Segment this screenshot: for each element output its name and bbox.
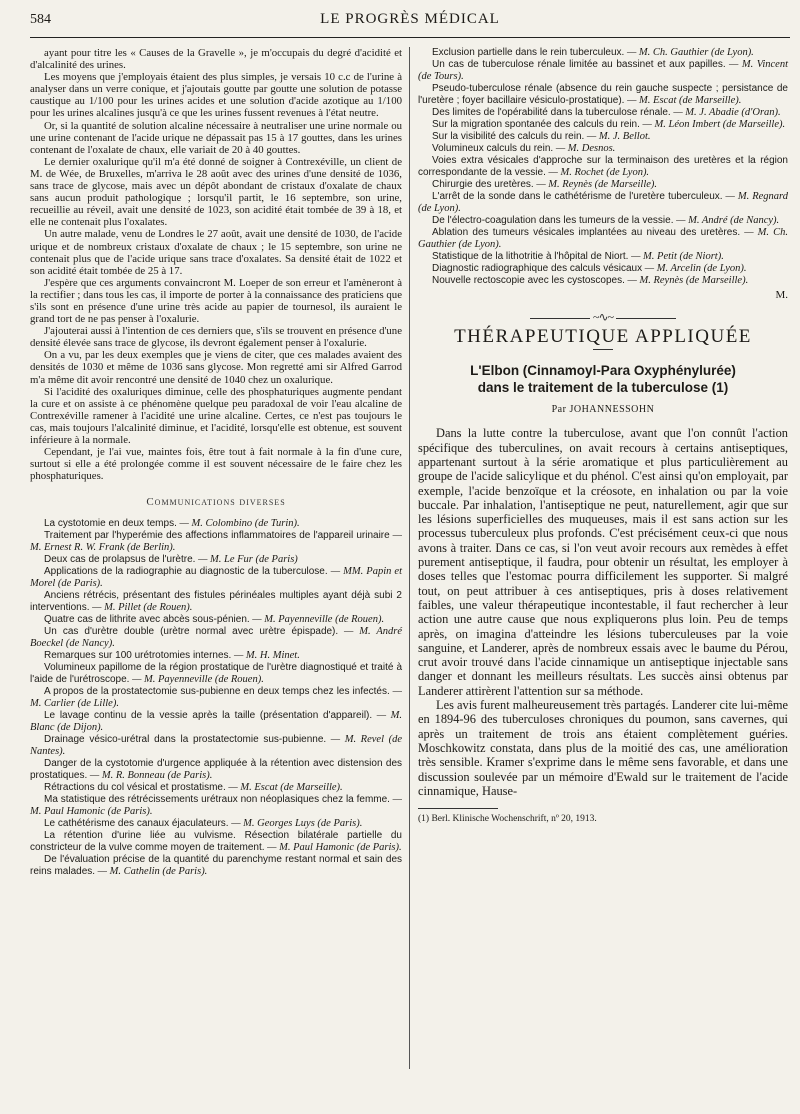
communication-author: — M. Escat (de Marseille).	[225, 782, 343, 794]
communication-author: — M. Blanc (de Dijon).	[30, 710, 402, 734]
communication-author: — M. Rochet (de Lyon).	[545, 167, 650, 178]
communication-author: — M. Colombino (de Turin).	[176, 518, 300, 530]
communication-entry	[418, 215, 788, 227]
section-heading: Communications diverses	[146, 496, 286, 509]
communication-author: — M. Revel (de Nantes).	[30, 734, 402, 758]
communication-title: Deux cas de prolapsus de l'urètre.	[44, 554, 196, 566]
communication-author: — M. Payenneville (de Rouen).	[129, 674, 264, 686]
communication-author: — M. Paul Hamonic (de Paris).	[264, 842, 402, 854]
communication-author: — M. Payenneville (de Rouen).	[249, 614, 385, 626]
communication-author: — M. Ch. Gauthier (de Lyon).	[624, 47, 754, 58]
communication-title: De l'électro-coagulation dans les tumeurs de la vessie.	[432, 215, 674, 226]
communication-entry	[30, 626, 402, 650]
communication-title: Chirurgie des uretères.	[432, 179, 534, 190]
communication-title: Volumineux calculs du rein.	[432, 143, 554, 154]
communication-title: Le cathétérisme des canaux éjaculateurs.	[44, 818, 229, 830]
paragraph: On a vu, par les deux exemples que je viens de citer, que ces malades avaient des densités de 1030 et même de 1036 sans glycose. Mon regretté ami sir Alfred Garrod m'a même dit avoir rencontré une densité de 1040 chez un oxalurique.	[30, 349, 402, 386]
communication-title: Un cas de tuberculose rénale limitée au bassinet et aux papilles.	[432, 59, 726, 70]
communication-author: — M. Le Fur (de Paris)	[195, 554, 298, 566]
separator-line-left	[530, 318, 590, 319]
communication-entry	[30, 686, 402, 710]
communication-title: Nouvelle rectoscopie avec les cystoscopes.	[432, 275, 625, 286]
page-number: 584	[30, 12, 51, 27]
communication-author: — M. André (de Nancy).	[673, 215, 780, 226]
communication-entry	[418, 143, 788, 155]
communication-entry	[418, 155, 788, 179]
communication-entry	[30, 782, 402, 794]
communication-title: Sur la visibilité des calculs du rein.	[432, 131, 585, 142]
communication-entry	[418, 179, 788, 191]
communication-author: — M. H. Minet.	[231, 650, 300, 662]
article-title-line-1: L'Elbon (Cinnamoyl-Para Oxyphénylurée)	[470, 363, 736, 379]
communication-author: — M. Georges Luys (de Paris).	[228, 818, 363, 830]
communication-title: Remarques sur 100 urétrotomies internes.	[44, 650, 232, 662]
communication-entry	[418, 251, 788, 263]
separator-ornament: ~∿~	[592, 310, 614, 325]
communication-entry	[418, 47, 788, 59]
communication-author: — M. Desnos.	[553, 143, 616, 154]
communication-title: A propos de la prostatectomie sus-pubienne en deux temps chez les infectés.	[44, 686, 390, 698]
left-paragraphs	[30, 47, 402, 482]
paragraph: Le dernier oxalurique qu'il m'a été donné de soigner à Contrexéville, un client de M. de Wée, de Bruxelles, m'arriva le 28 août avec des urines d'une densité de 1036, sans trace de glycose, mais avec un dépôt abondant de cristaux d'oxalate de chaux sans aucun produit pathologique ; lorsqu'il partit, le 16 septembre, son urine, recueillie au réveil, avait une densité de 1023, son acidité était tombée de 39 à 18, et elle ne contenait plus l'oxalates.	[30, 155, 402, 229]
communication-title: Danger de la cystotomie d'urgence appliquée à la rétention avec distension des prostatiques.	[30, 758, 402, 782]
communication-title: Le lavage continu de la vessie après la taille (présentation d'appareil).	[44, 710, 373, 722]
paragraph: Un autre malade, venu de Londres le 27 août, avait une densité de 1030, de l'acide urique et de nombreux cristaux d'oxalate de chaux ; le 15 septembre, son urine ne contenait plus que de l'acide urique sans trace d'oxalates. Sa densité était de 1022 et son acidité était tombée de 25 à 17.	[30, 228, 402, 277]
communication-author: — M. Reynès (de Marseille).	[624, 275, 749, 286]
communication-author: — M. J. Bellot.	[584, 131, 651, 142]
communication-author: — M. Petit (de Niort).	[628, 251, 724, 262]
communication-title: L'arrêt de la sonde dans le cathétérisme de l'uretère tuberculeux.	[432, 191, 723, 202]
communication-entry	[30, 590, 402, 614]
communication-entry	[418, 275, 788, 287]
separator-line-right	[616, 318, 676, 319]
communication-author: — M. Pillet (de Rouen).	[89, 602, 193, 614]
communication-entry	[30, 614, 402, 626]
communication-title: Drainage vésico-urétral dans la prostatectomie sus-pubienne.	[44, 734, 327, 746]
communication-entry	[418, 59, 788, 83]
communication-author: — M. R. Bonneau (de Paris).	[87, 770, 213, 782]
communication-entry	[30, 650, 402, 662]
communication-title: De l'évaluation précise de la quantité du parenchyme restant normal et sain des reins malades.	[30, 854, 402, 878]
communications-list-right	[418, 47, 788, 287]
communication-author: — M. Carlier (de Lille).	[30, 686, 402, 710]
communication-entry	[418, 191, 788, 215]
communications-list-left	[30, 518, 402, 878]
communication-entry	[30, 818, 402, 830]
article-body	[418, 426, 788, 798]
communication-title: Ma statistique des rétrécissements urétraux non néoplasiques chez la femme.	[44, 794, 390, 806]
paragraph: Cependant, je l'ai vue, maintes fois, être tout à fait normale à la fin d'une cure, surtout si elle a été prolongée comme il est souvent nécessaire de le faire chez les phosphaturiques.	[30, 446, 402, 483]
communication-entry	[30, 518, 402, 530]
left-column	[30, 47, 402, 878]
section-title: THÉRAPEUTIQUE APPLIQUÉE	[454, 326, 752, 348]
communication-entry	[418, 83, 788, 107]
paragraph: Les moyens que j'employais étaient des plus simples, je versais 10 c.c de l'urine à analyser dans un verre conique, et j'ajoutais goutte par goutte une solution de potasse caustique au 1/100 pour les urines acides et une solution d'acide azotique au 1/100 pour les urines alcalines jusqu'à ce que les urines fussent revenues à l'état neutre.	[30, 71, 402, 120]
footnote-rule	[418, 808, 498, 809]
communication-entry	[30, 662, 402, 686]
byline: Par JOHANNESSOHN	[551, 404, 655, 416]
paragraph: J'ajouterai aussi à l'intention de ces derniers que, s'ils se trouvent en présence d'une densité élevée sans trace de glycose, ils devront également penser à l'oxalurie.	[30, 325, 402, 350]
journal-title: LE PROGRÈS MÉDICAL	[320, 11, 500, 27]
communication-entry	[418, 119, 788, 131]
communication-author: — M. Vincent (de Tours).	[418, 59, 788, 82]
paragraph: Or, si la quantité de solution alcaline nécessaire à neutraliser une urine normale ou une urine contenant de l'acide urique ne dépassait pas 15 à 17 gouttes, dans les urines contenant de l'oxalate de chaux, elle variait de 20 à 40 gouttes.	[30, 119, 402, 156]
paragraph: Dans la lutte contre la tuberculose, avant que l'on connût l'action spécifique des tuberculines, on avait recours à certains antiseptiques, appartenant surtout à la série aromatique et plus particulièrement au groupe de l'acide salicylique et du phénol. C'est ainsi qu'on employait, par exemple, l'acide benzoïque et la créosote, en inhalation ou par la voie buccale. Par inhalation, l'antiseptique ne peut, naturellement, agir que sur les lésions superficielles des muqueuses, mais il est sans action sur les processus tuberculeux plus profonds. C'est précisément ceux-ci que nous avons à traiter. Dans ce cas, si l'on veut avoir recours aux remèdes à effet purement antiseptique, il faudra, pour obtenir un résultat, les employer à doses telles que l'estomac pourra difficilement les supporter. Si malgré tout, on peut attribuer à ces antiseptiques, pris à doses relativement faibles, une valeur thérapeutique incontestable, il faut rechercher à leur action une autre cause que nous expliquerons plus loin. Peu de temps après, on imagina d'atteindre les lésions tuberculeuses par la voie sanguine, et Landerer, après de nombreux essais avec le baume du Pérou, crut avoir trouvé dans l'acide cinnamique un antiseptique injectable sans danger et donnant les meilleurs résultats. Les succès ainsi obtenus par Landerer attirèrent l'attention sur sa méthode.	[418, 426, 788, 698]
communication-entry	[418, 227, 788, 251]
communication-entry	[418, 107, 788, 119]
title-rule	[593, 349, 613, 350]
paragraph: Les avis furent malheureusement très partagés. Landerer cite lui-même en 1894-96 des tuberculoses chroniques du poumon, sans cavernes, qui après un traitement de trois ans étaient complètement guéries. Moschkowitz constata, dans plus de la moitié des cas, une amélioration très sensible. Kramer s'exprime dans le même sens favorable, et dans une discussion soulevée par un mémoire d'Ewald sur le traitement de l'acide cinnamique, Hause-	[418, 698, 788, 798]
communication-title: Applications de la radiographie au diagnostic de la tuberculose.	[44, 566, 328, 578]
communication-author: — M. Cathelin (de Paris).	[95, 866, 208, 878]
paragraph: ayant pour titre les « Causes de la Gravelle », je m'occupais du degré d'acidité et d'alcalinité des urines.	[30, 47, 402, 72]
communication-title: Traitement par l'hyperémie des affections inflammatoires de l'appareil urinaire	[44, 530, 390, 542]
communication-entry	[30, 566, 402, 590]
communication-entry	[30, 758, 402, 782]
communication-entry	[30, 554, 402, 566]
communication-entry	[30, 794, 402, 818]
communication-title: Statistique de la lithotritie à l'hôpital de Niort.	[432, 251, 629, 262]
communication-entry	[30, 530, 402, 554]
communication-author: — M. Ch. Gauthier (de Lyon).	[418, 227, 788, 250]
communication-title: La cystotomie en deux temps.	[44, 518, 177, 530]
communication-title: Voies extra vésicales d'approche sur la terminaison des uretères et la région correspondante de la vessie.	[418, 155, 788, 178]
communication-title: Pseudo-tuberculose rénale (absence du rein gauche suspecte ; persistance de l'uretère ; foyer bacillaire vésiculo-prostatique).	[418, 83, 788, 106]
communication-author: — M. Arcelin (de Lyon).	[642, 263, 747, 274]
communication-author: — M. Regnard (de Lyon).	[418, 191, 788, 214]
communication-entry	[418, 131, 788, 143]
communication-title: Volumineux papillome de la région prostatique de l'urètre diagnostiqué et traité à l'aide de l'urétroscope.	[30, 662, 402, 686]
communication-title: Exclusion partielle dans le rein tuberculeux.	[432, 47, 625, 58]
separator	[418, 311, 788, 323]
communication-author: — M. J. Abadie (d'Oran).	[670, 107, 781, 118]
communication-author: — M. Léon Imbert (de Marseille).	[639, 119, 786, 130]
page-header	[30, 8, 790, 38]
communication-title: Un cas d'urètre double (urètre normal avec urètre épispade).	[44, 626, 339, 638]
paragraph: Si l'acidité des oxaluriques diminue, celle des phosphaturiques augmente pendant la cure et on assiste à ce phénomène quelque peu paradoxal de voir l'eau alcaline de Contrexéville ramener à l'acidité une urine alcaline. Certes, ce n'est pas toujours le cas, mais toujours l'alcalinité diminue, et l'acidité, lorsqu'elle est obtenue, est souvent inférieure à la normale.	[30, 385, 402, 446]
right-column	[418, 47, 788, 825]
communication-author: — MM. Papin et Morel (de Paris).	[30, 566, 402, 590]
communication-author: — M. Reynès (de Marseille).	[533, 179, 658, 190]
communication-title: Rétractions du col vésical et prostatisme.	[44, 782, 226, 794]
communication-title: Des limites de l'opérabilité dans la tuberculose rénale.	[432, 107, 671, 118]
communication-entry	[30, 854, 402, 878]
article-title-line-2: dans le traitement de la tuberculose (1)	[477, 380, 729, 396]
communication-title: Ablation des tumeurs vésicales implantées au niveau des uretères.	[432, 227, 741, 238]
column-divider	[409, 47, 410, 1069]
communication-title: Quatre cas de lithrite avec abcès sous-pénien.	[44, 614, 250, 626]
communication-author: — M. Ernest R. W. Frank (de Berlin).	[30, 530, 402, 554]
communication-entry	[30, 710, 402, 734]
communication-title: Anciens rétrécis, présentant des fistules périnéales multiples ayant déjà subi 2 interventions.	[30, 590, 402, 614]
communication-author: — M. Paul Hamonic (de Paris).	[30, 794, 403, 818]
paragraph: J'espère que ces arguments convaincront M. Loeper de son erreur et l'amèneront à la rectifier ; dans tous les cas, il importe de porter à la connaissance des praticiens que s'ils sont en présence d'une urine très acide au papier de tournesol, ils auraient le grand tort de ne pas penser à l'oxalurie.	[30, 276, 402, 326]
communication-author: — M. Escat (de Marseille).	[624, 95, 742, 106]
communication-title: La rétention d'urine liée au vulvisme. Résection bilatérale partielle du constricteur de la vulve comme moyen de traitement.	[30, 830, 402, 854]
signoff: M.	[775, 289, 788, 301]
communication-author: — M. André Boeckel (de Nancy).	[30, 626, 402, 650]
communication-entry	[418, 263, 788, 275]
communication-entry	[30, 830, 402, 854]
communication-title: Sur la migration spontanée des calculs du rein.	[432, 119, 640, 130]
footnote: (1) Berl. Klinische Wochenschrift, nº 20, 1913.	[418, 814, 597, 825]
communication-entry	[30, 734, 402, 758]
communication-title: Diagnostic radiographique des calculs vésicaux	[432, 263, 643, 274]
